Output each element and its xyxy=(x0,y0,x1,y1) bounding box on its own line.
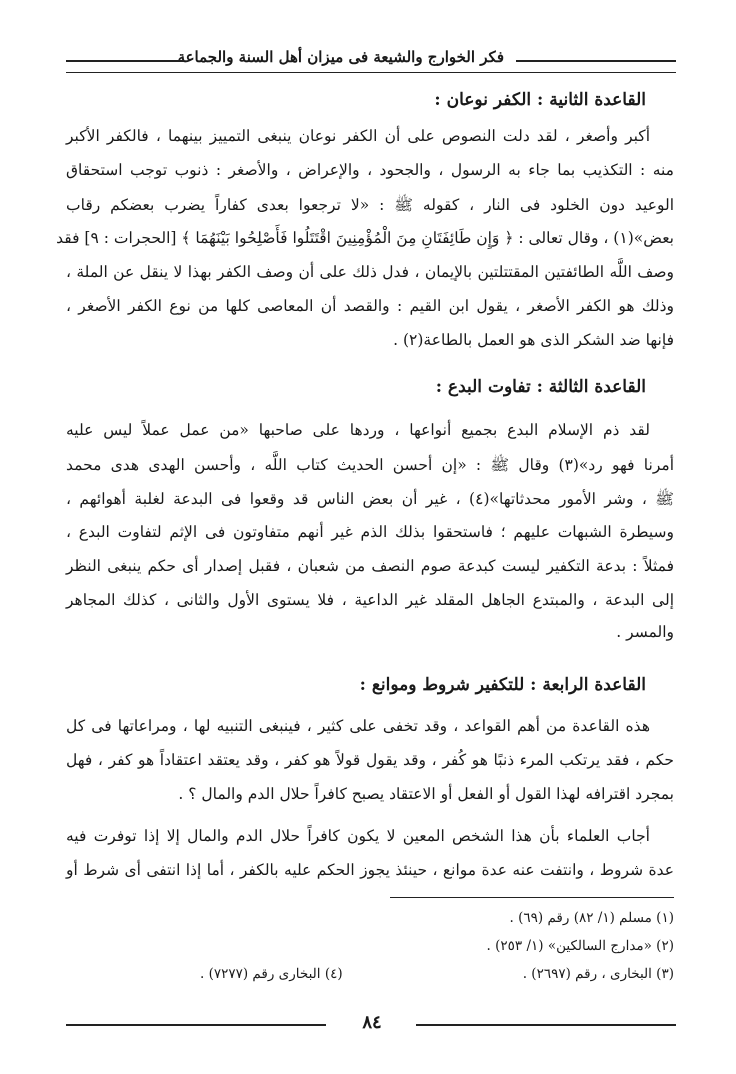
paragraph-line: وذلك هو الكفر الأصغر ، يقول ابن القيم : والقصد أن المعاصى كلها من نوع الكفر الأصغر ، xyxy=(66,297,674,315)
paragraph-line: وسيطرة الشبهات عليهم ؛ فاستحقوا بذلك الذم غير أنهم متفاوتون فى الإثم لتفاوت البدع ، xyxy=(66,523,674,541)
paragraph-line: ﷺ ، وشر الأمور محدثاتها»(٤) ، غير أن بعض الناس قد وقعوا فى البدعة لغلبة أهوائهم ، xyxy=(66,490,675,508)
section-heading-rule-2: القاعدة الثانية : الكفر نوعان : xyxy=(434,90,646,110)
section-heading-rule-3: القاعدة الثالثة : تفاوت البدع : xyxy=(435,377,646,397)
paragraph-line: لقد ذم الإسلام البدع بجميع أنواعها ، وردها على صاحبها «من عمل عملاً ليس عليه xyxy=(66,421,650,439)
footer-rule-right xyxy=(416,1024,676,1026)
running-header xyxy=(66,42,676,72)
paragraph-line: بعض»(١) ، وقال تعالى : ﴿ وَإِن طَائِفَتَانِ مِنَ الْمُؤْمِنِينَ اقْتَتَلُوا فَأَصْلِحُوا بَيْنَهُمَا ﴾ [الحجرات : ٩] فقد xyxy=(56,229,674,247)
paragraph-line: وصف اللَّه الطائفتين المقتتلتين بالإيمان ، فدل ذلك على أن وصف الكفر بهذا لا ينقل عن الملة ، xyxy=(66,263,674,281)
paragraph-line: والمسر . xyxy=(616,623,674,641)
paragraph-line: منه : التكذيب بما جاء به الرسول ، والجحود ، والإعراض ، والأصغر : ذنوب توجب استحقاق xyxy=(66,161,674,179)
paragraph-line: أمرنا فهو رد»(٣) وقال ﷺ : «إن أحسن الحديث كتاب اللَّه ، وأحسن الهدى هدى محمد xyxy=(66,456,674,474)
page-number: ٨٤ xyxy=(362,1012,382,1033)
header-rule-left xyxy=(66,60,184,62)
paragraph-line: الوعيد دون الخلود فى النار ، كقوله ﷺ : «لا ترجعوا بعدى كفاراً يضرب بعضكم رقاب xyxy=(66,196,674,214)
section-heading-rule-4: القاعدة الرابعة : للتكفير شروط وموانع : xyxy=(359,675,646,695)
paragraph-line: حكم ، فقد يرتكب المرء ذنبًا هو كُفر ، وقد يقول قولاً هو كفر ، وقد يعتقد اعتقاداً هو كفر ، فهل xyxy=(66,751,674,769)
footnote-3: (٣) البخارى ، رقم (٢٦٩٧) . xyxy=(522,966,674,982)
footnote-4: (٤) البخارى رقم (٧٢٧٧) . xyxy=(200,966,343,982)
footnote-separator xyxy=(390,897,674,898)
header-rule-bottom xyxy=(66,72,676,73)
footer-rule-left xyxy=(66,1024,326,1026)
paragraph-line: بمجرد اقترافه لهذا القول أو الفعل أو الاعتقاد يصبح كافراً حلال الدم والمال ؟ . xyxy=(178,785,674,803)
paragraph-line: أكبر وأصغر ، لقد دلت النصوص على أن الكفر نوعان ينبغى التمييز بينهما ، فالكفر الأكبر xyxy=(66,127,650,145)
page-footer xyxy=(66,1014,676,1034)
footnote-row xyxy=(200,966,674,982)
paragraph-line: أجاب العلماء بأن هذا الشخص المعين لا يكون كافراً حلال الدم والمال إلا إذا توفرت فيه xyxy=(66,827,650,845)
paragraph-line: فإنها ضد الشكر الذى هو العمل بالطاعة(٢) . xyxy=(393,331,674,349)
footnote-1: (١) مسلم (١/ ٨٢) رقم (٦٩) . xyxy=(509,910,674,926)
header-title: فكر الخوارج والشيعة فى ميزان أهل السنة والجماعة xyxy=(177,48,504,66)
header-rule-right xyxy=(516,60,676,62)
footnote-2: (٢) «مدارج السالكين» (١/ ٢٥٣) . xyxy=(486,938,674,954)
paragraph-line: عدة شروط ، وانتفت عنه عدة موانع ، حينئذ يجوز الحكم عليه بالكفر ، أما إذا انتفى أى شرط أو xyxy=(66,861,674,879)
paragraph-line: هذه القاعدة من أهم القواعد ، وقد تخفى على كثير ، فينبغى التنبيه لها ، ومراعاتها فى كل xyxy=(66,717,650,735)
paragraph-line: إلى البدعة ، والمبتدع الجاهل المقلد غير الداعية ، فلا يستوى الأول والثانى ، كذلك المجاهر xyxy=(66,591,674,609)
paragraph-line: فمثلاً : بدعة التكفير ليست كبدعة صوم النصف من شعبان ، فقبل إصدار أى حكم ينبغى النظر xyxy=(66,557,674,575)
